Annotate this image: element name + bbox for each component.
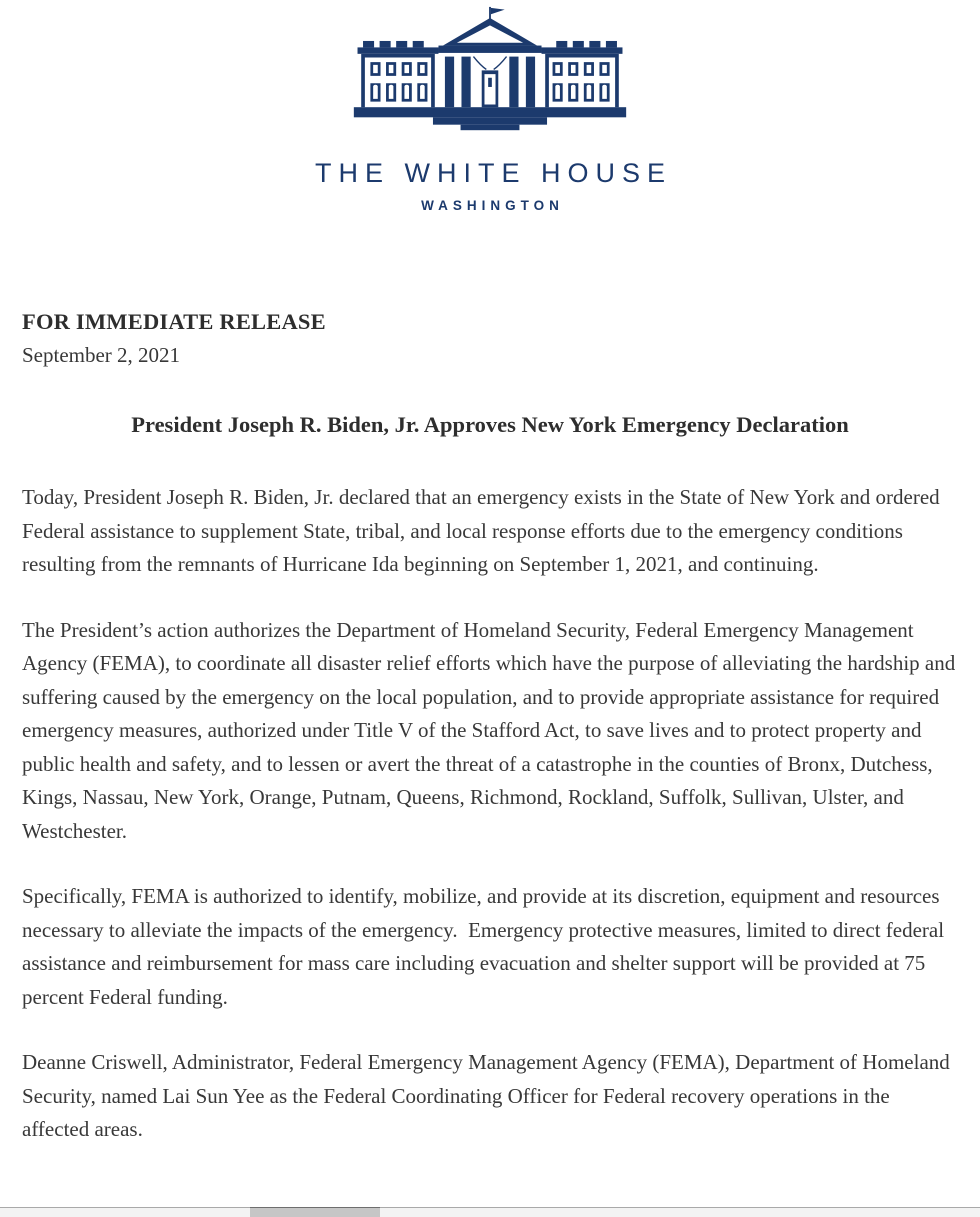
- whitehouse-city-label: WASHINGTON: [421, 198, 564, 213]
- release-paragraph: Deanne Criswell, Administrator, Federal Emergency Management Agency (FEMA), Department of Homeland Security, named Lai Sun Yee as the Federal Coordinating Officer for Federal recovery operations in the affected areas.: [22, 1050, 956, 1141]
- whitehouse-wordmark: THE WHITE HOUSE: [314, 158, 672, 188]
- masthead: [0, 0, 980, 213]
- horizontal-scrollbar-thumb[interactable]: [250, 1207, 380, 1217]
- release-label: FOR IMMEDIATE RELEASE: [22, 309, 326, 334]
- release-headline: President Joseph R. Biden, Jr. Approves New York Emergency Declaration: [131, 412, 849, 437]
- release-paragraph: Specifically, FEMA is authorized to identify, mobilize, and provide at its discretion, equipment and resources necessary to alleviate the impacts of the emergency. Emergency protective measures, limited to direct federal assistance and reimbursement for mass care including evacuation and shelter support will be provided at 75 percent Federal funding.: [22, 884, 950, 1009]
- release-paragraph: The President’s action authorizes the Department of Homeland Security, Federal Emergency Management Agency (FEMA), to coordinate all disaster relief efforts which have the purpose of alleviating the hardship and suffering caused by the emergency on the local population, and to provide appropriate assistance for required emergency measures, authorized under Title V of the Stafford Act, to save lives and to protect property and public health and safety, and to lessen or avert the threat of a catastrophe in the counties of Bronx, Dutchess, Kings, Nassau, New York, Orange, Putnam, Queens, Richmond, Rockland, Suffolk, Sullivan, Ulster, and Westchester.: [22, 617, 961, 843]
- white-house-logo-icon: [352, 6, 628, 144]
- horizontal-scrollbar[interactable]: [0, 1207, 980, 1217]
- release-paragraph: Today, President Joseph R. Biden, Jr. declared that an emergency exists in the State of New York and ordered Federal assistance to supplement State, tribal, and local response efforts due to the emergency conditions resulting from the remnants of Hurricane Ida beginning on September 1, 2021, and continuing.: [22, 485, 945, 576]
- release-date: September 2, 2021: [22, 343, 181, 367]
- press-release-document: [0, 309, 980, 1147]
